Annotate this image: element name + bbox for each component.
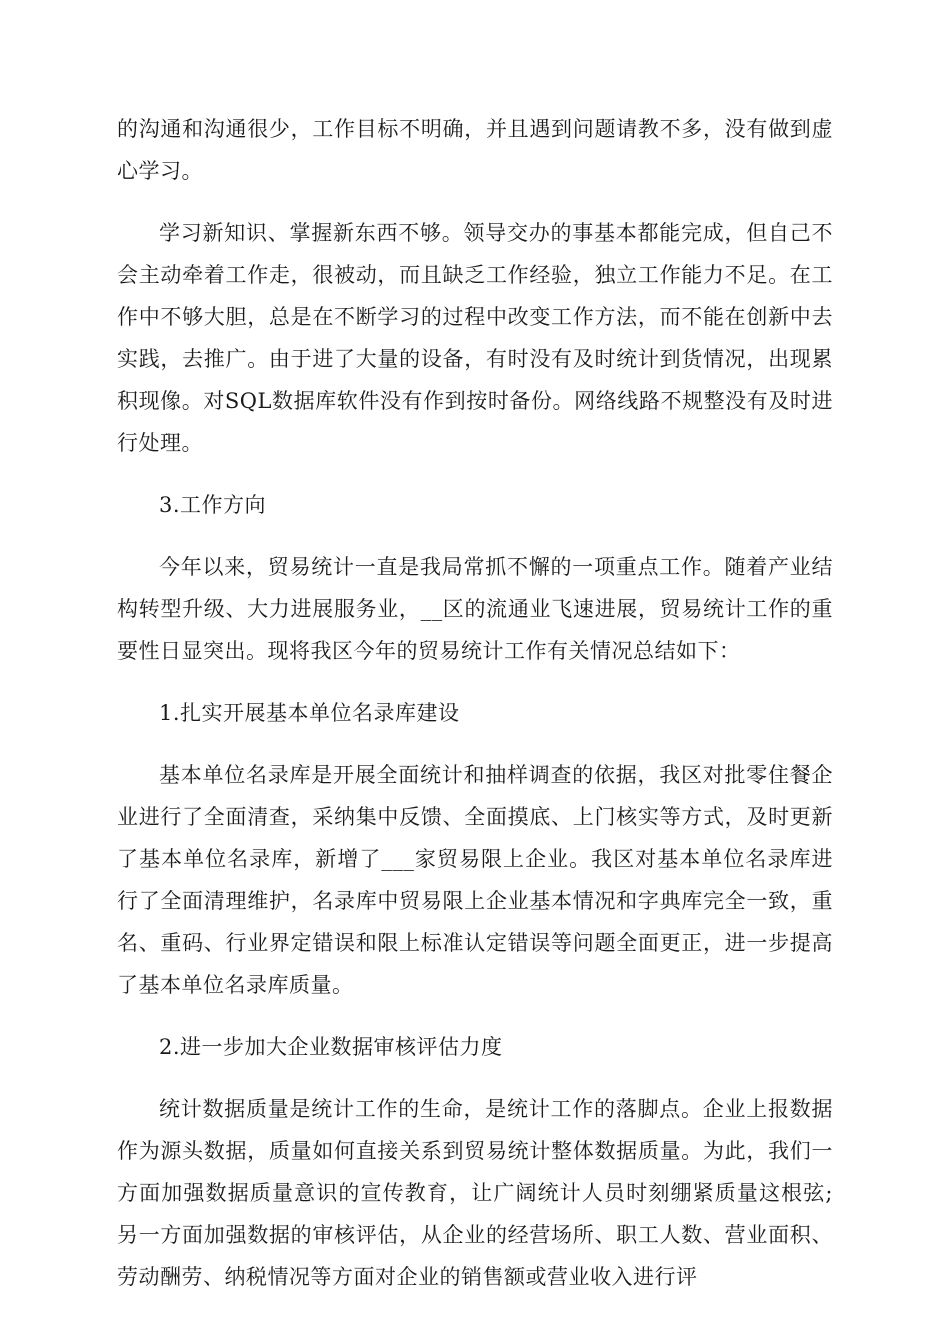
paragraph-trade-statistics-intro: 今年以来，贸易统计一直是我局常抓不懈的一项重点工作。随着产业结构转型升级、大力进展服务业，__区的流通业飞速进展，贸易统计工作的重要性日显突出。现将我区今年的贸易统计工作有关情况总结如下：: [117, 555, 833, 663]
paragraph-data-quality: 统计数据质量是统计工作的生命，是统计工作的落脚点。企业上报数据作为源头数据，质量如何直接关系到贸易统计整体数据质量。为此，我们一方面加强数据质量意识的宣传教育，让广阔统计人员时刻绷紧质量这根弦;另一方面加强数据的审核评估，从企业的经营场所、职工人数、营业面积、劳动酬劳、纳税情况等方面对企业的销售额或营业收入进行评: [117, 1097, 833, 1289]
heading-work-direction: 3.工作方向: [159, 493, 267, 517]
heading-data-review: 2.进一步加大企业数据审核评估力度: [159, 1035, 503, 1059]
paragraph-shortcomings: 学习新知识、掌握新东西不够。领导交办的事基本都能完成，但自己不会主动牵着工作走，很被动，而且缺乏工作经验，独立工作能力不足。在工作中不够大胆，总是在不断学习的过程中改变工作方法，而不能在创新中去实践，去推广。由于进了大量的设备，有时没有及时统计到货情况，出现累积现像。对SQL数据库软件没有作到按时备份。网络线路不规整没有及时进行处理。: [117, 221, 833, 455]
document-body: [117, 108, 833, 1318]
heading-directory-construction: 1.扎实开展基本单位名录库建设: [159, 701, 460, 725]
paragraph-directory-construction: 基本单位名录库是开展全面统计和抽样调查的依据，我区对批零住餐企业进行了全面清查，采纳集中反馈、全面摸底、上门核实等方式，及时更新了基本单位名录库，新增了___家贸易限上企业。我区对基本单位名录库进行了全面清理维护，名录库中贸易限上企业基本情况和字典库完全一致，重名、重码、行业界定错误和限上标准认定错误等问题全面更正，进一步提高了基本单位名录库质量。: [117, 763, 833, 997]
paragraph-continuation: 的沟通和沟通很少，工作目标不明确，并且遇到问题请教不多，没有做到虚心学习。: [117, 117, 833, 183]
